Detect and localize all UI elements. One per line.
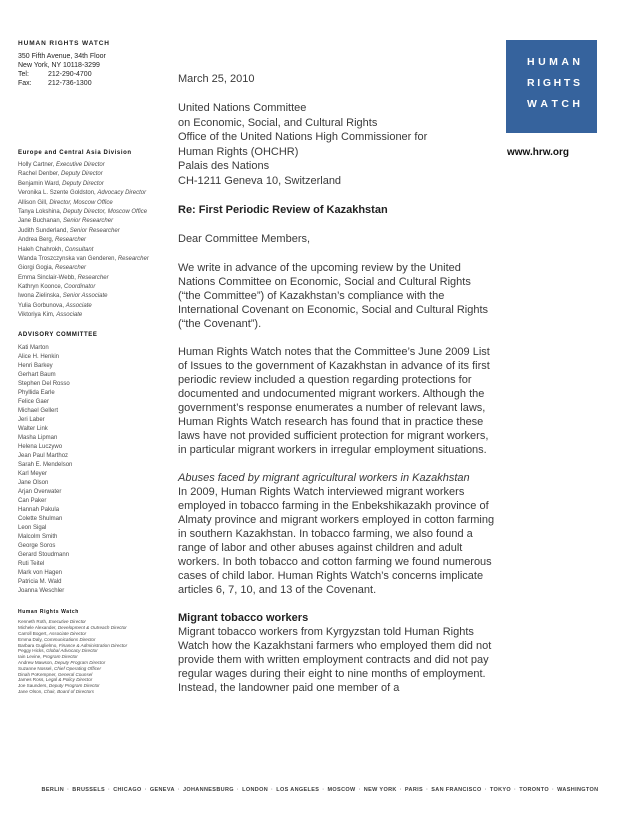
committee-member: Jeri Laber [18,417,45,424]
committee-member: Malcolm Smith [18,534,58,541]
office-city: WASHINGTON [557,787,599,793]
staff-member: Dinah PoKempner, General Counsel [18,671,93,677]
staff-member: Andrew Mawson, Deputy Program Director [18,660,106,666]
section-title: Europe and Central Asia Division [18,150,132,156]
section-heading-tobacco: Migrant tobacco workers [178,612,309,624]
office-city: GENEVA [149,787,175,793]
staff-member: Holly Cartner, Executive Director [18,162,105,168]
org-name: HUMAN RIGHTS WATCH [18,40,110,47]
staff-member: Benjamin Ward, Deputy Director [18,180,104,187]
staff-member: Judith Sunderland, Senior Researcher [18,227,120,234]
staff-member: Viktoriya Kim, Associate [18,312,83,319]
staff-member: James Ross, Legal & Policy Director [18,677,93,683]
staff-member: Michele Alexander, Development & Outreach Director [18,625,127,631]
committee-member: Walter Link [18,426,48,433]
city-separator: · [108,787,111,793]
section-title: Human Rights Watch [18,609,79,616]
staff-member: Suzanne Nossel, Chief Operating Officer [18,665,101,671]
committee-member: Phyllida Earle [18,390,55,397]
fax-row [18,79,163,88]
committee-member: Arjan Overwater [18,489,62,496]
recipient-address [178,101,496,188]
office-city: TOKYO [489,787,512,793]
recipient-line: Office of the United Nations High Commissioner for [178,131,428,143]
office-city: TORONTO [519,787,549,793]
committee-list [18,344,150,596]
committee-member: Jane Olson [18,480,49,487]
city-separator: · [67,787,70,793]
committee-member: Gerhart Baum [18,372,56,379]
hrw-logo [506,40,597,133]
committee-member: Karl Meyer [18,471,48,478]
staff-member: Tanya Lokshina, Deputy Director, Moscow Office [18,208,148,215]
staff-member: Jane Olson, Chair, Board of Directors [18,689,95,695]
staff-member: Andrea Berg, Researcher [18,237,87,244]
city-separator: · [551,787,555,793]
office-city: SAN FRANCISCO [431,787,482,793]
committee-member: Masha Lipman [18,435,58,442]
tel-number: 212-290-4700 [48,71,92,78]
staff-member: Emma Sinclair-Webb, Researcher [18,274,109,281]
staff-member: Iwona Zielinska, Senior Associate [18,293,108,300]
paragraph: Human Rights Watch notes that the Committee’s June 2009 List of Issues to the government of Kazakhstan in advance of its first periodic review included a question regarding protections for documented and undocumented migrant workers. Although the government’s response enumerates a number of relevant laws, Human Rights Watch research has found that in practice these laws have not provided sufficient protection for migrant workers, in particular migrant workers in irregular employment situations. [178,346,490,456]
recipient-line: Palais des Nations [178,160,270,172]
subject-line: Re: First Periodic Review of Kazakhstan [178,204,388,216]
committee-member: Felice Gaer [18,399,50,406]
committee-member: Jean Paul Marthoz [18,453,69,460]
committee-member: Kati Marton [18,345,49,352]
letter-date: March 25, 2010 [178,73,255,85]
letter-body [178,72,496,709]
sidebar [18,150,150,707]
committee-member: Patricia M. Wald [18,579,62,586]
committee-member: George Soros [18,543,56,550]
tel-label: Tel: [18,71,29,78]
recipient-line: CH-1211 Geneva 10, Switzerland [178,174,342,187]
logo-word: H U M A N [527,56,580,68]
committee-member: Alice H. Henkin [18,354,60,361]
paragraph: We write in advance of the upcoming review by the United Nations Committee on Economic, Social and Cultural Rights (“the Committee”) of Kazakhstan’s compliance with the International Covenant on Economic, Social and Cultural Rights (“the Covenant”). [178,262,489,330]
staff-member: Jane Buchanan, Senior Researcher [18,218,114,225]
city-separator: · [358,787,361,793]
committee-member: Michael Gellert [18,408,59,415]
office-city: LOS ANGELES [276,787,320,793]
committee-member: Mark von Hagen [18,570,63,577]
committee-member: Gerard Stoudmann [18,552,70,559]
city-separator: · [236,787,240,793]
telephone-row [18,70,163,79]
section-title: ADVISORY COMMITTEE [18,332,98,339]
staff-member: Carroll Bogert, Associate Director [18,631,87,637]
committee-member: Hannah Pakula [18,507,60,514]
office-city: MOSCOW [327,787,356,793]
fax-number: 212-736-1300 [48,80,92,87]
section-heading-abuses: Abuses faced by migrant agricultural workers in Kazakhstan [178,472,470,484]
office-city: NEW YORK [363,787,397,793]
letterhead [18,40,163,88]
address-line-2: New York, NY 10118-3299 [18,62,100,69]
staff-member: Yulia Gorbunova, Associate [18,302,92,309]
staff-member: Iain Levine, Program Director [18,654,78,660]
committee-member: Leon Sigal [18,525,47,532]
committee-member: Helena Luczywo [18,444,63,451]
staff-member: Joe Saunders, Deputy Program Director [18,683,100,689]
fax-label: Fax: [18,80,32,87]
committee-member: Can Paker [18,498,47,505]
city-separator: · [399,787,402,793]
committee-member: Colette Shulman [18,516,63,523]
staff-list [18,619,150,694]
sidebar-section-advisory-committee [18,332,150,596]
office-city: BERLIN [41,787,65,793]
office-city: PARIS [404,787,424,793]
hrw-url: www.hrw.org [507,147,570,158]
committee-member: Joanna Weschler [18,588,65,595]
paragraph: Migrant tobacco workers from Kyrgyzstan told Human Rights Watch how the Kazakhstani farmers who employed them did not provide them with written employment contracts and did not pay regular wages during their eight to nine months of employment. Instead, the landowner paid one member of a [178,626,492,694]
staff-list [18,162,150,319]
recipient-line: on Economic, Social, and Cultural Rights [178,116,378,129]
city-separator: · [271,787,274,793]
logo-word: R I G H T S [527,77,580,89]
address-line-1: 350 Fifth Avenue, 34th Floor [18,53,106,60]
office-city: CHICAGO [113,787,142,793]
staff-member: Wanda Troszczynska van Genderen, Researcher [18,255,149,262]
office-city: JOHANNESBURG [182,787,234,793]
staff-member: Giorgi Gogia, Researcher [18,265,87,272]
committee-member: Henri Barkey [18,363,53,370]
committee-member: Stephen Del Rosso [18,381,70,388]
staff-member: Emma Daly, Communications Director [18,636,96,642]
staff-member: Rachel Denber, Deputy Director [18,171,103,178]
staff-member: Allison Gill, Director, Moscow Office [18,199,113,206]
committee-member: Sarah E. Mendelson [18,462,73,469]
sidebar-section-hrw-leadership [18,609,150,694]
staff-member: Haleh Chahrokh, Consultant [18,246,94,253]
committee-member: Ruti Teitel [18,561,45,568]
recipient-line: United Nations Committee [178,102,307,114]
city-separator: · [144,787,147,793]
city-separator: · [426,787,429,793]
salutation: Dear Committee Members, [178,233,311,245]
city-separator: · [514,787,517,793]
staff-member: Peggy Hicks, Global Advocacy Director [18,648,98,654]
office-city: BRUSSELS [72,787,106,793]
paragraph: In 2009, Human Rights Watch interviewed migrant workers employed in tobacco farming in the Enbekshikazakh province of Almaty province and migrant workers employed in cotton farming in southern Kazakhstan. In tobacco farming, we also found a range of labor and other abuses against children and adult workers. In both tobacco and cotton farming we found numerous cases of child labor. Human Rights Watch’s concerns implicate articles 6, 7, 10, and 13 of the Covenant. [178,486,495,596]
city-separator: · [484,787,487,793]
staff-member: Barbara Guglielmo, Finance & Administration Director [18,642,128,648]
staff-member: Veronika L. Szente Goldston, Advocacy Director [18,190,147,197]
office-city: LONDON [242,787,269,793]
city-separator: · [177,787,180,793]
city-separator: · [322,787,325,793]
recipient-line: Human Rights (OHCHR) [178,145,299,158]
office-cities-footer [0,787,640,793]
staff-member: Kathryn Koonce, Coordinator [18,284,96,291]
logo-word: W A T C H [527,98,580,110]
staff-member: Kenneth Roth, Executive Director [18,619,86,625]
sidebar-section-europe-central-asia [18,150,150,319]
